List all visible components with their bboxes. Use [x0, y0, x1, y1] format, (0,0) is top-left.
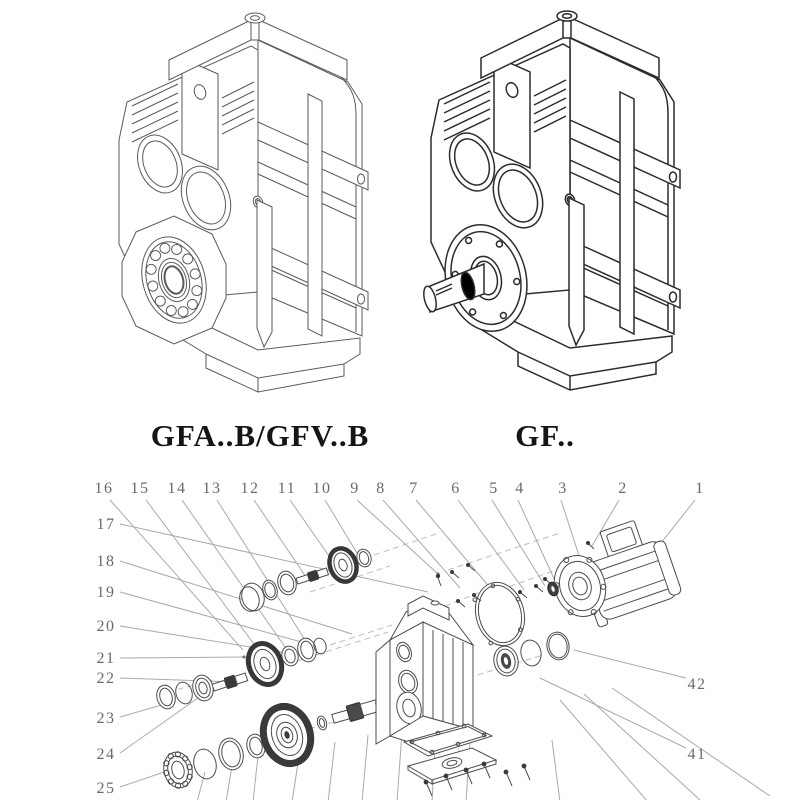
callout-19: 19	[96, 584, 116, 601]
callout-18: 18	[96, 553, 116, 570]
callout-41: 41	[687, 746, 707, 763]
callout-24: 24	[96, 746, 116, 763]
model-label-left: GFA..B/GFV..B	[150, 418, 370, 453]
callout-12: 12	[240, 480, 260, 497]
callout-22: 22	[96, 670, 116, 687]
callout-17: 17	[96, 516, 116, 533]
callout-3: 3	[558, 480, 568, 497]
gearbox-drawing-right	[422, 11, 680, 390]
exploded-parts-diagram	[0, 470, 800, 800]
output-shaft-assembly	[159, 697, 384, 791]
intermediate-pinion-shaft	[211, 671, 248, 693]
callout-42: 42	[687, 676, 707, 693]
callout-8: 8	[376, 480, 386, 497]
model-label-right: GF..	[515, 418, 575, 453]
callout-13: 13	[202, 480, 222, 497]
callout-11: 11	[277, 480, 297, 497]
callout-9: 9	[350, 480, 360, 497]
callout-10: 10	[312, 480, 332, 497]
bearing	[491, 644, 521, 678]
callout-7: 7	[409, 480, 419, 497]
callout-4: 4	[515, 480, 525, 497]
output-bearing-boss	[122, 216, 226, 344]
callout-21: 21	[96, 650, 116, 667]
callout-16: 16	[94, 480, 114, 497]
callout-14: 14	[167, 480, 187, 497]
gearbox-drawing-left	[119, 13, 368, 392]
input-shaft-assembly	[236, 545, 373, 615]
callout-23: 23	[96, 710, 116, 727]
callout-25: 25	[96, 780, 116, 797]
callout-6: 6	[451, 480, 461, 497]
ball-bearing	[159, 749, 196, 791]
motor	[546, 513, 684, 627]
callout-20: 20	[96, 618, 116, 635]
callout-5: 5	[489, 480, 499, 497]
callout-15: 15	[130, 480, 150, 497]
gear-large	[256, 700, 318, 769]
callout-1: 1	[695, 480, 705, 497]
flange-gasket-ring	[469, 577, 531, 651]
callout-2: 2	[618, 480, 628, 497]
